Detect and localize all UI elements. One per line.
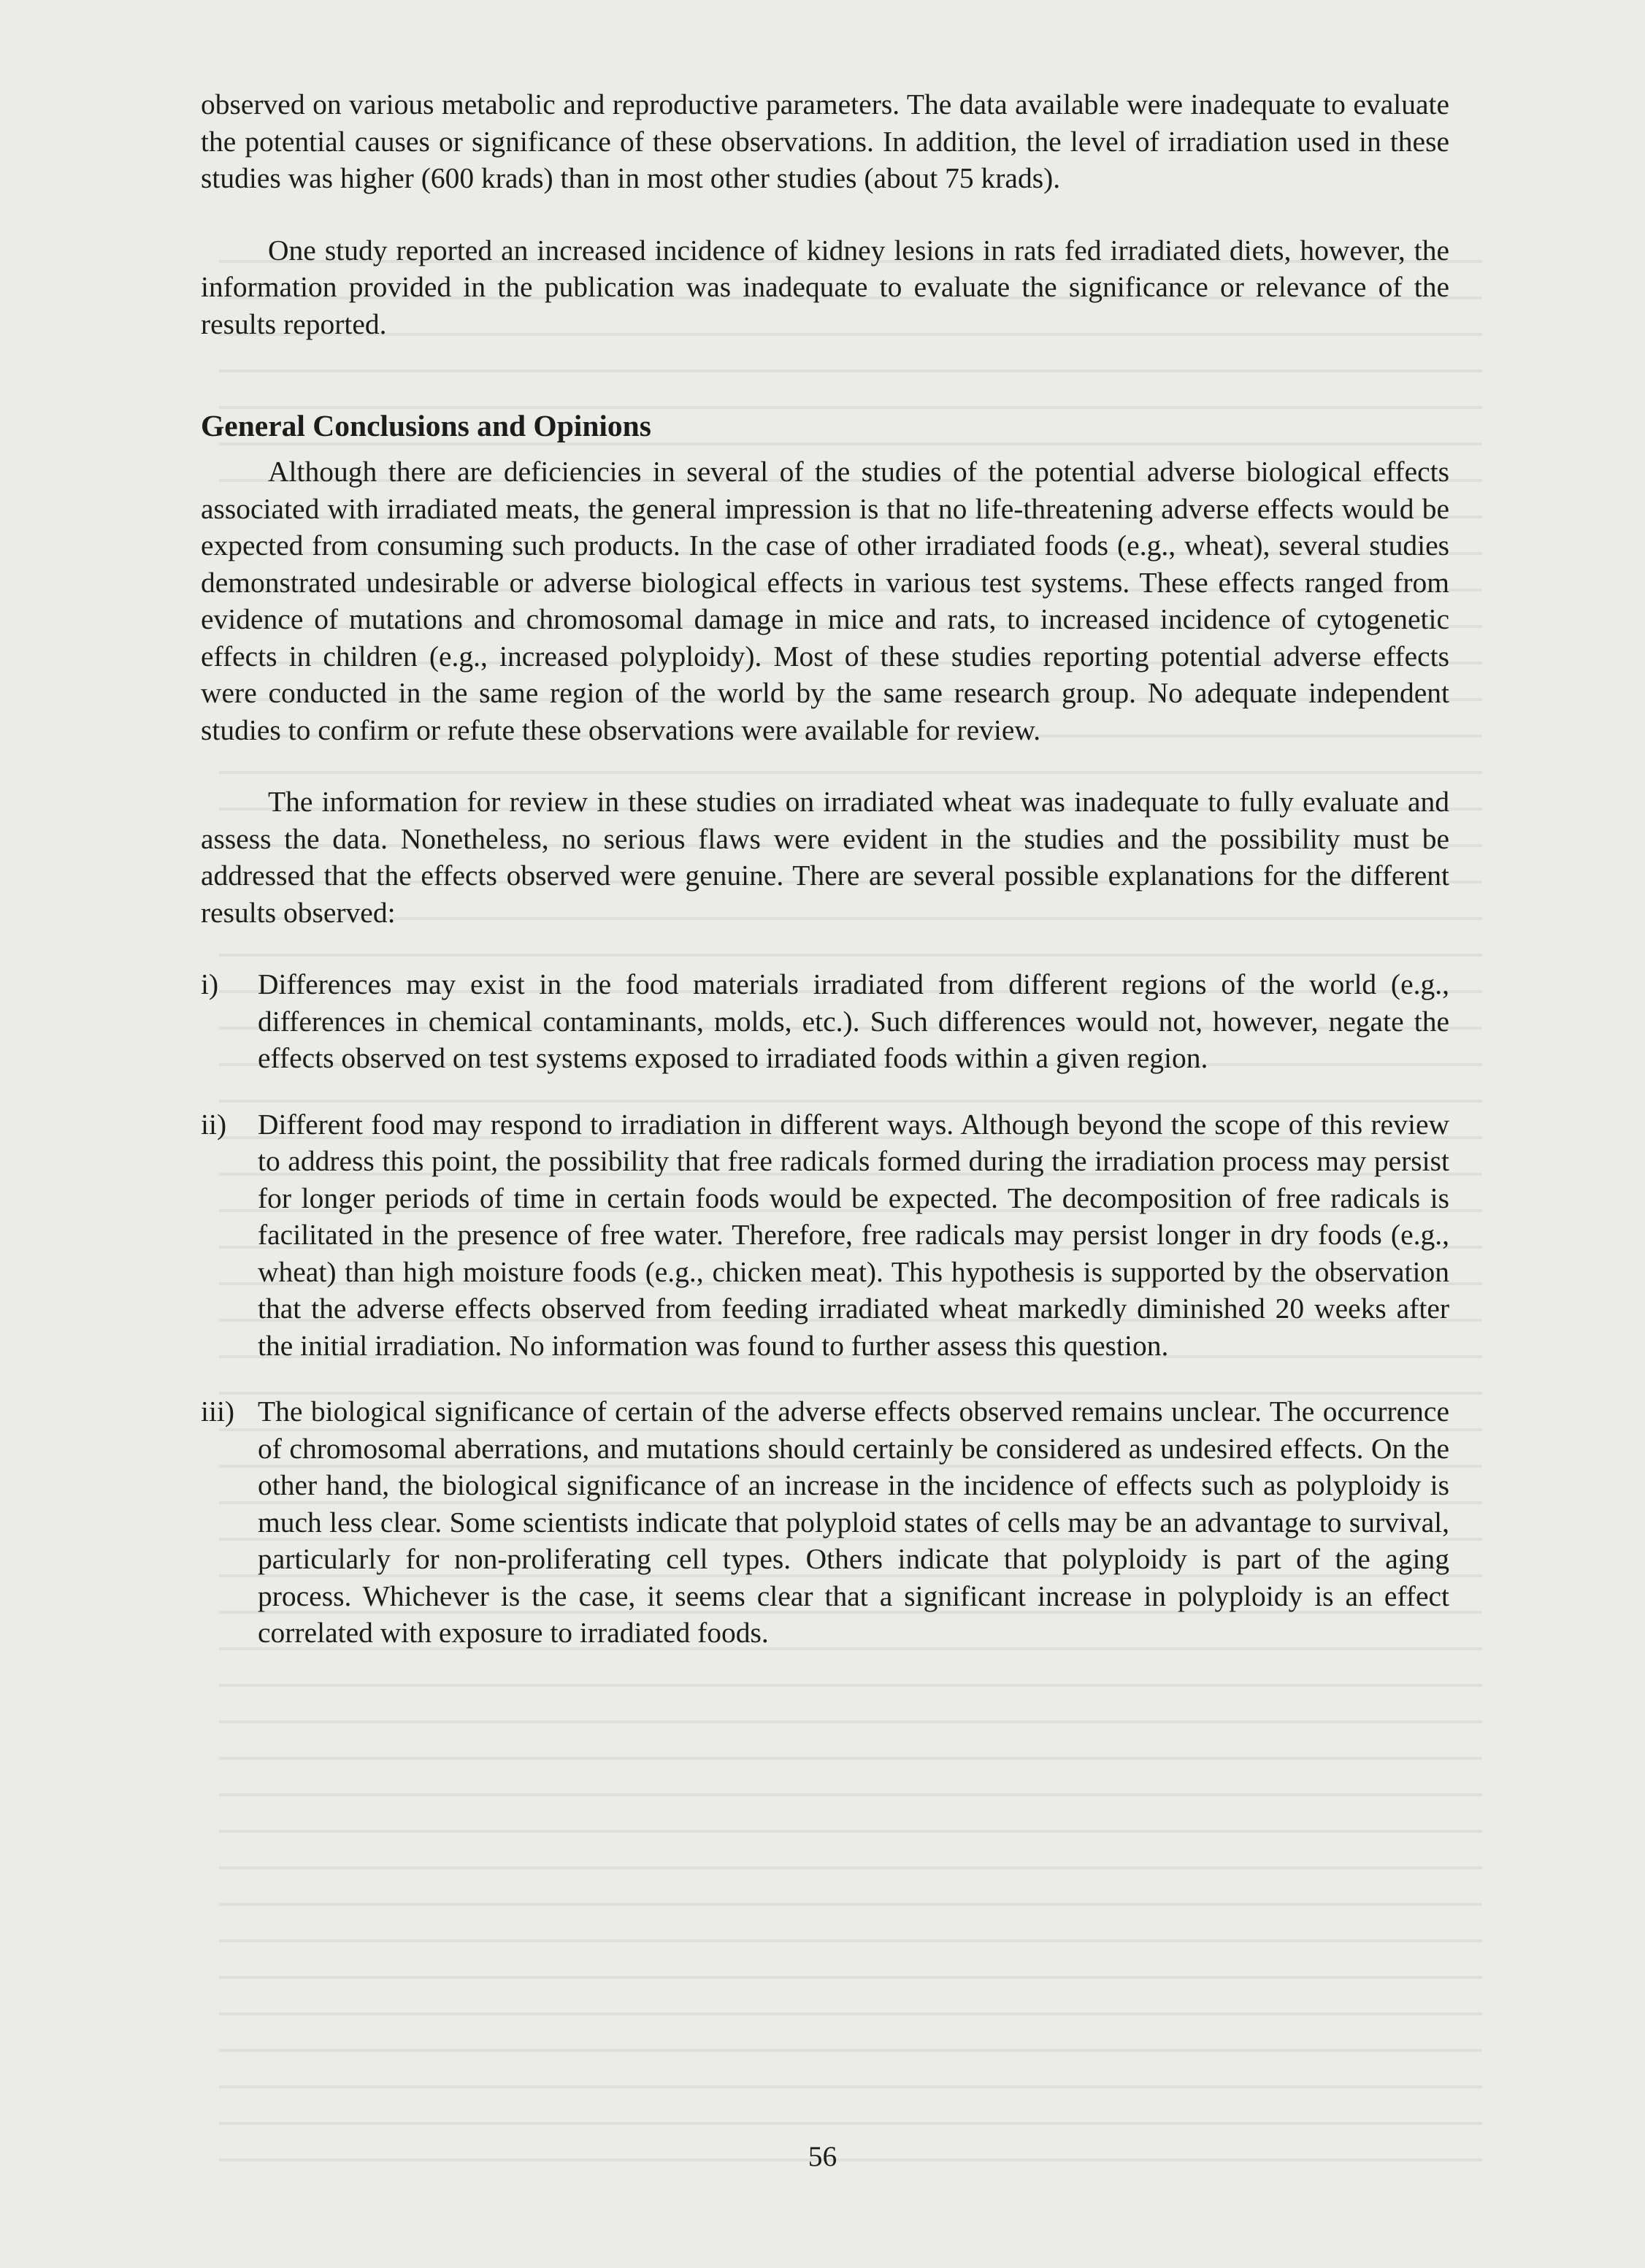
list-item-1 (201, 966, 1449, 1077)
paragraph-kidney-lesions: One study reported an increased incidence of kidney lesions in rats fed irradiated diets, however, the information provided in the publication was inadequate to evaluate the significance or relevance of the results reported. (201, 234, 1449, 340)
paragraph-irradiated-wheat: The information for review in these studies on irradiated wheat was inadequate to fully evaluate and assess the data. Nonetheless, no serious flaws were evident in the studies and the possibility must be addressed that the effects observed were genuine. There are several possible explanations for the different results observed: (201, 786, 1449, 929)
paragraph-continued: observed on various metabolic and reproductive parameters. The data available were inadequate to evaluate the potential causes or significance of these observations. In addition, the level of irradiation used in these studies was higher (600 krads) than in most other studies (about 75 krads). (201, 88, 1449, 194)
list-item-2 (201, 1106, 1449, 1365)
list-marker: ii) (201, 1108, 227, 1141)
section-heading: General Conclusions and Opinions (201, 409, 651, 443)
page-number: 56 (808, 2140, 837, 2172)
page-body (201, 86, 1449, 1681)
list-item-text: Different food may respond to irradiation in different ways. Although beyond the scope of this review to address this point, the possibility that free radicals formed during the irradiation process may persist for longer periods of time in certain foods would be expected. The decomposition of free radicals is facilitated in the presence of free water. Therefore, free radicals may persist longer in dry foods (e.g., wheat) than high moisture foods (e.g., chicken meat). This hypothesis is supported by the observation that the adverse effects observed from feeding irradiated wheat markedly diminished 20 weeks after the initial irradiation. No information was found to further assess this question. (258, 1108, 1449, 1362)
list-item-text: Differences may exist in the food materials irradiated from different regions of the world (e.g., differences in chemical contaminants, molds, etc.). Such differences would not, however, negate the effects observed on test systems exposed to irradiated foods within a given region. (258, 968, 1449, 1074)
list-item-text: The biological significance of certain of the adverse effects observed remains unclear. The occurrence of chromosomal aberrations, and mutations should certainly be considered as undesired effects. On the other hand, the biological significance of an increase in the incidence of effects such as polyploidy is much less clear. Some scientists indicate that polyploid states of cells may be an advantage to survival, particularly for non-proliferating cell types. Others indicate that polyploidy is part of the aging process. Whichever is the case, it seems clear that a significant increase in polyploidy is an effect correlated with exposure to irradiated foods. (258, 1395, 1449, 1649)
paragraph-deficiencies: Although there are deficiencies in several of the studies of the potential adverse biological effects associated with irradiated meats, the general impression is that no life-threatening adverse effects would be expected from consuming such products. In the case of other irradiated foods (e.g., wheat), several studies demonstrated undesirable or adverse biological effects in various test systems. These effects ranged from evidence of mutations and chromosomal damage in mice and rats, to increased incidence of cytogenetic effects in children (e.g., increased polyploidy). Most of these studies reporting potential adverse effects were conducted in the same region of the world by the same research group. No adequate independent studies to confirm or refute these observations were available for review. (201, 456, 1449, 746)
list-item-3 (201, 1393, 1449, 1652)
list-marker: i) (201, 968, 219, 1000)
list-marker: iii) (201, 1395, 235, 1428)
